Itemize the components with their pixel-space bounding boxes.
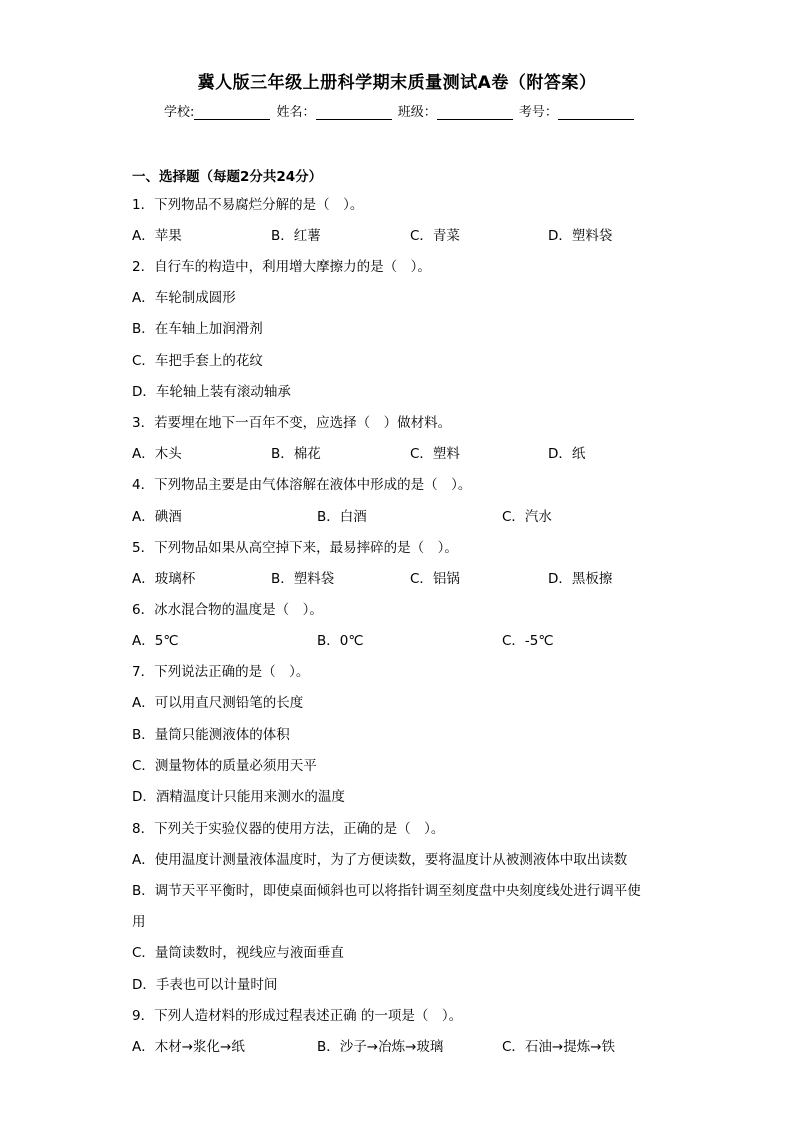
question-stem-4: 4．下列物品主要是由气体溶解在液体中形成的是（ ）。 [132,477,472,493]
number-blank[interactable] [558,105,634,120]
name-blank[interactable] [316,105,392,120]
option-7b: B．量筒只能测液体的体积 [132,727,290,743]
option-7c: C．测量物体的质量必须用天平 [132,758,317,774]
class-blank[interactable] [437,105,513,120]
question-stem-7: 7．下列说法正确的是（ ）。 [132,664,310,680]
option-9c: C．石油→提炼→铁 [502,1039,616,1055]
question-stem-9: 9．下列人造材料的形成过程表述正确 的一项是（ ）。 [132,1008,463,1024]
school-blank[interactable] [194,105,270,120]
option-1b: B．红薯 [271,228,321,244]
question-stem-3: 3．若要埋在地下一百年不变，应选择（ ）做材料。 [132,415,452,431]
option-8b: B．调节天平平衡时，即使桌面倾斜也可以将指针调至刻度盘中央刻度线处进行调平使 [132,883,641,899]
option-8d: D．手表也可以计量时间 [132,977,278,993]
option-7d: D．酒精温度计只能用来测水的温度 [132,789,345,805]
page-title: 冀人版三年级上册科学期末质量测试A卷（附答案） [197,73,597,93]
option-8b-continued: 用 [132,914,146,930]
option-6c: C．-5℃ [502,633,554,649]
option-3a: A．木头 [132,446,182,462]
question-stem-6: 6．冰水混合物的温度是（ ）。 [132,602,323,618]
option-3d: D．纸 [548,446,586,462]
student-info-row [164,101,636,120]
option-5b: B．塑料袋 [271,571,335,587]
school-label: 学校: [164,105,195,120]
question-stem-1: 1．下列物品不易腐烂分解的是（ ）。 [132,197,364,213]
option-1c: C．青菜 [410,228,460,244]
option-5c: C．铝锅 [410,571,460,587]
class-label: 班级： [397,105,437,120]
option-8c: C．量筒读数时，视线应与液面垂直 [132,945,344,961]
question-stem-8: 8．下列关于实验仪器的使用方法，正确的是（ ）。 [132,821,445,837]
option-9a: A．木材→浆化→纸 [132,1039,245,1055]
option-4c: C．汽水 [502,509,552,525]
option-2b: B．在车轴上加润滑剂 [132,321,263,337]
section-heading: 一、选择题（每题2分共24分） [132,169,323,185]
option-1d: D．塑料袋 [548,228,613,244]
option-9b: B．沙子→冶炼→玻璃 [317,1039,444,1055]
option-2d: D．车轮轴上装有滚动轴承 [132,384,291,400]
option-4b: B．白酒 [317,509,367,525]
option-8a: A．使用温度计测量液体温度时，为了方便读数，要将温度计从被测液体中取出读数 [132,852,628,868]
option-2c: C．车把手套上的花纹 [132,353,263,369]
option-3c: C．塑料 [410,446,460,462]
option-7a: A．可以用直尺测铅笔的长度 [132,695,304,711]
option-6a: A．5℃ [132,633,179,649]
option-6b: B．0℃ [317,633,364,649]
option-2a: A．车轮制成圆形 [132,290,236,306]
option-5a: A．玻璃杯 [132,571,196,587]
option-3b: B．棉花 [271,446,321,462]
option-4a: A．碘酒 [132,509,182,525]
option-5d: D．黑板擦 [548,571,613,587]
question-stem-2: 2．自行车的构造中，利用增大摩擦力的是（ ）。 [132,259,431,275]
name-label: 姓名： [276,105,316,120]
number-label: 考号： [518,105,558,120]
question-stem-5: 5．下列物品如果从高空掉下来，最易摔碎的是（ ）。 [132,540,458,556]
option-1a: A．苹果 [132,228,182,244]
